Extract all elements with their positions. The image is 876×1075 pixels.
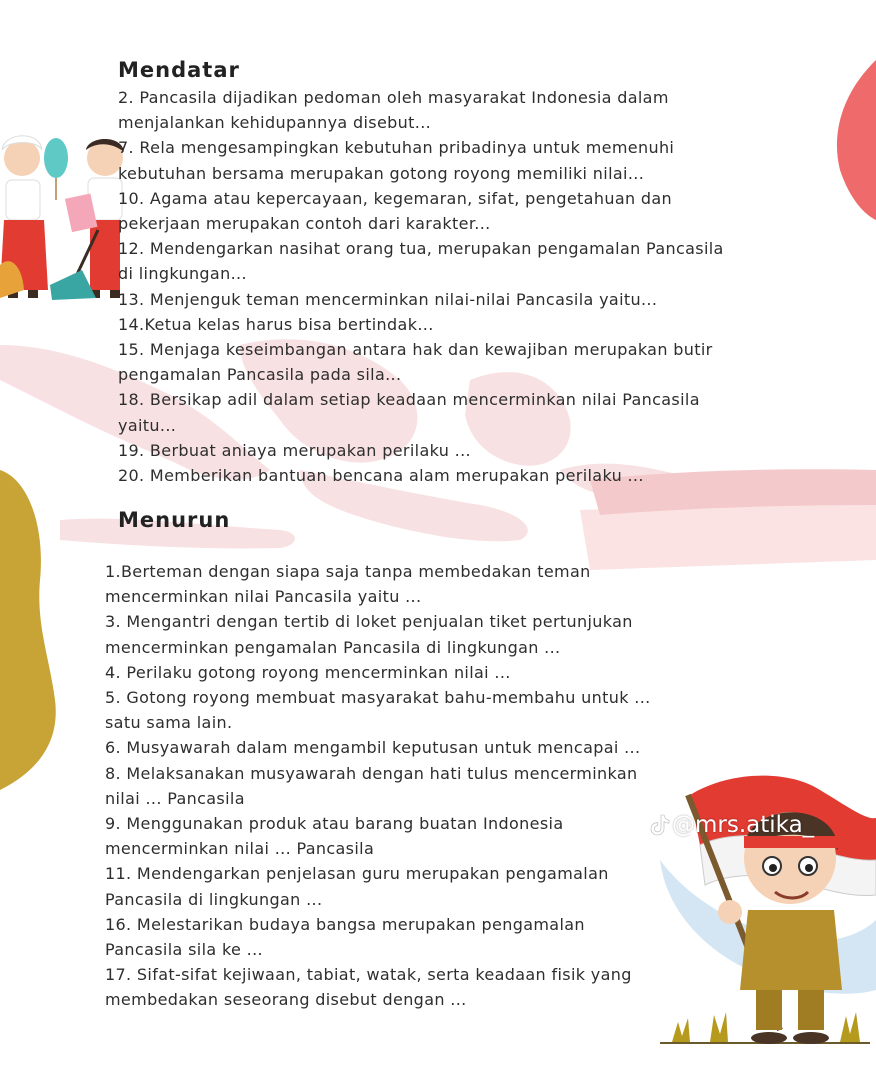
list-item: 10. Agama atau kepercayaan, kegemaran, sifat, pengetahuan dan xyxy=(118,188,673,208)
list-item: 19. Berbuat aniaya merupakan perilaku ... xyxy=(118,440,471,460)
coral-blob-decoration xyxy=(837,60,876,220)
list-item: kebutuhan bersama merupakan gotong royong memiliki nilai... xyxy=(118,163,645,183)
list-item: pengamalan Pancasila pada sila... xyxy=(118,365,402,385)
list-item: 11. Mendengarkan penjelasan guru merupakan pengamalan xyxy=(105,864,609,884)
mendatar-list xyxy=(118,85,818,488)
list-item: 5. Gotong royong membuat masyarakat bahu-membahu untuk ... xyxy=(105,688,651,708)
tiktok-icon xyxy=(650,814,670,836)
list-item: 6. Musyawarah dalam mengambil keputusan untuk mencapai ... xyxy=(105,738,641,758)
list-item: menjalankan kehidupannya disebut... xyxy=(118,113,432,133)
watermark-handle: @mrs.atika_ xyxy=(672,812,815,838)
list-item: 13. Menjenguk teman mencerminkan nilai-nilai Pancasila yaitu... xyxy=(118,289,658,309)
list-item: 17. Sifat-sifat kejiwaan, tabiat, watak, serta keadaan fisik yang xyxy=(105,965,632,985)
list-item: mencerminkan nilai Pancasila yaitu ... xyxy=(105,587,422,607)
list-item: 15. Menjaga keseimbangan antara hak dan kewajiban merupakan butir xyxy=(118,340,713,360)
list-item: nilai ... Pancasila xyxy=(105,788,245,808)
list-item: 3. Mengantri dengan tertib di loket penjualan tiket pertunjukan xyxy=(105,612,633,632)
list-item: membedakan seseorang disebut dengan ... xyxy=(105,990,467,1010)
list-item: 7. Rela mengesampingkan kebutuhan pribadinya untuk memenuhi xyxy=(118,138,675,158)
mendatar-heading: Mendatar xyxy=(118,58,240,82)
list-item: mencerminkan nilai ... Pancasila xyxy=(105,839,375,859)
list-item: 9. Menggunakan produk atau barang buatan Indonesia xyxy=(105,814,564,834)
list-item: 1.Berteman dengan siapa saja tanpa membedakan teman xyxy=(105,562,591,581)
list-item: 20. Memberikan bantuan bencana alam merupakan perilaku ... xyxy=(118,466,644,486)
menurun-heading: Menurun xyxy=(118,508,231,532)
menurun-list xyxy=(105,559,745,1013)
list-item: 18. Bersikap adil dalam setiap keadaan mencerminkan nilai Pancasila xyxy=(118,390,700,410)
list-item: 4. Perilaku gotong royong mencerminkan nilai ... xyxy=(105,662,511,682)
list-item: 8. Melaksanakan musyawarah dengan hati tulus mencerminkan xyxy=(105,763,638,783)
list-item: Pancasila sila ke ... xyxy=(105,940,263,960)
list-item: 12. Mendengarkan nasihat orang tua, merupakan pengamalan Pancasila xyxy=(118,239,724,259)
list-item: 2. Pancasila dijadikan pedoman oleh masyarakat Indonesia dalam xyxy=(118,88,669,107)
list-item: 14.Ketua kelas harus bisa bertindak... xyxy=(118,314,434,334)
list-item: pekerjaan merupakan contoh dari karakter... xyxy=(118,214,491,234)
list-item: satu sama lain. xyxy=(105,713,233,733)
list-item: yaitu... xyxy=(118,415,177,435)
children-illustration xyxy=(0,136,124,300)
list-item: Pancasila di lingkungan ... xyxy=(105,889,323,909)
list-item: mencerminkan pengamalan Pancasila di lingkungan ... xyxy=(105,637,561,657)
list-item: di lingkungan... xyxy=(118,264,247,284)
mustard-blob-decoration xyxy=(0,470,56,790)
list-item: 16. Melestarikan budaya bangsa merupakan pengamalan xyxy=(105,914,585,934)
